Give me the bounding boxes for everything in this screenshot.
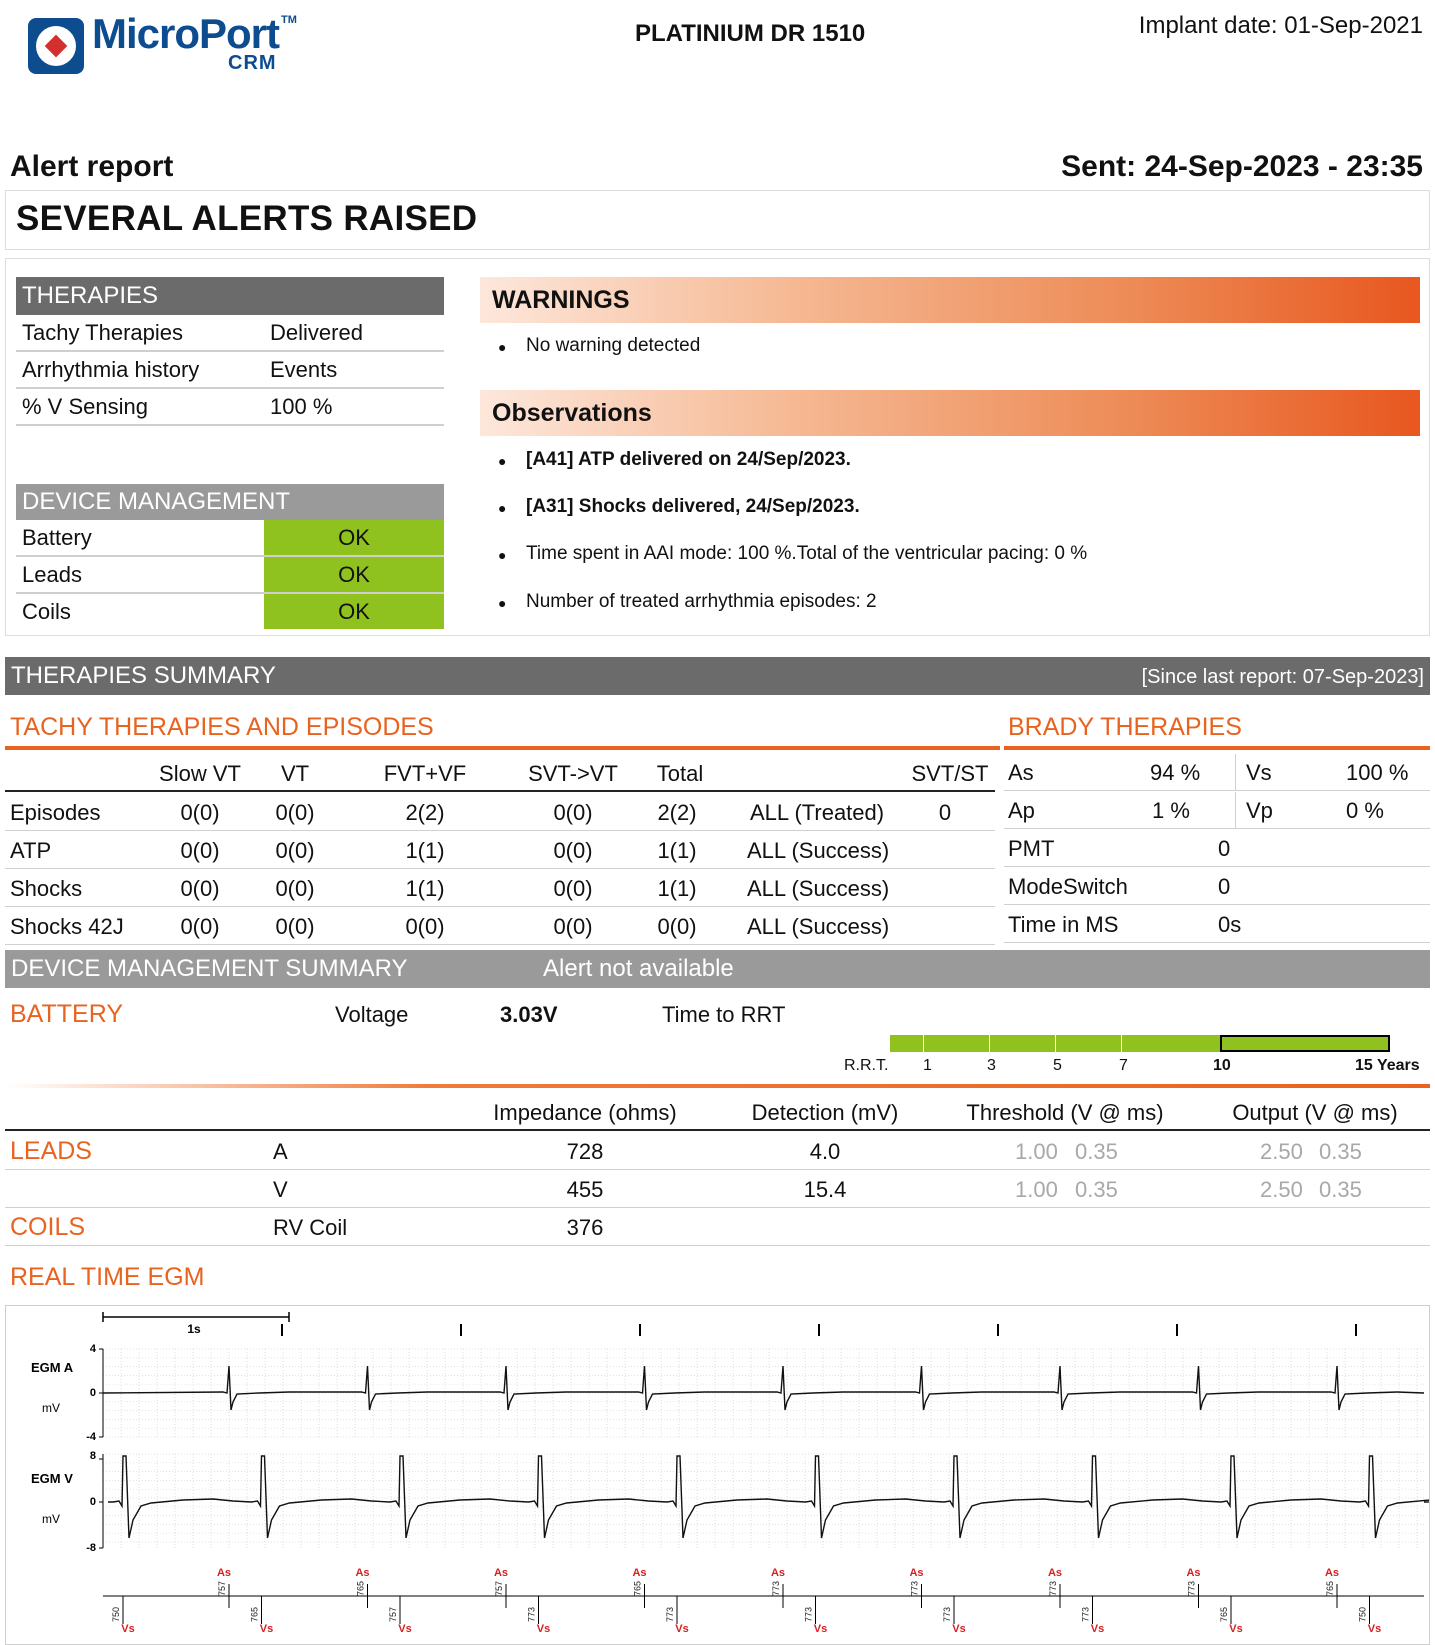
as-interval-label: 765 bbox=[1325, 1580, 1335, 1596]
therapies-value: Events bbox=[270, 357, 338, 382]
lead-threshold-v: 1.00 bbox=[1015, 1177, 1058, 1202]
tachy-note: ALL (Treated) bbox=[750, 800, 885, 825]
device-name: PLATINIUM DR 1510 bbox=[635, 20, 866, 47]
status-badge: OK bbox=[264, 594, 444, 629]
logo-ring bbox=[36, 26, 76, 66]
as-marker-label: As bbox=[216, 1567, 232, 1579]
rrt-label: Time to RRT bbox=[662, 1002, 786, 1027]
tachy-row bbox=[5, 870, 995, 907]
tachy-header: SVT/ST bbox=[911, 761, 989, 786]
observation-text: Number of treated arrhythmia episodes: 2 bbox=[526, 591, 877, 612]
egm-grid bbox=[99, 1349, 1424, 1548]
brady-row bbox=[1004, 868, 1430, 905]
brady-value: 1 % bbox=[1152, 798, 1190, 823]
leads-header: Threshold (V @ ms) bbox=[966, 1100, 1164, 1125]
tachy-cell: 2(2) bbox=[657, 800, 697, 825]
status-badge: OK bbox=[264, 520, 444, 555]
bullet-icon: ● bbox=[498, 595, 507, 611]
brady-label: PMT bbox=[1008, 836, 1055, 861]
lead-impedance: 728 bbox=[566, 1139, 604, 1164]
device-mgmt-row bbox=[16, 557, 444, 594]
logo-trademark: TM bbox=[281, 14, 297, 26]
report-title: Alert report bbox=[10, 150, 174, 183]
tachy-cell: 2(2) bbox=[405, 800, 445, 825]
vs-interval-label: 757 bbox=[388, 1606, 398, 1622]
brady-row bbox=[1004, 906, 1430, 943]
second-ticks bbox=[282, 1324, 1356, 1336]
voltage-label: Voltage bbox=[335, 1002, 409, 1027]
therapies-value: 100 % bbox=[270, 394, 333, 419]
vs-interval-label: 765 bbox=[249, 1606, 260, 1622]
vs-marker-label: Vs bbox=[121, 1623, 135, 1635]
as-marker-label: As bbox=[1324, 1567, 1340, 1579]
logo-star-icon bbox=[45, 35, 68, 58]
tachy-cell: 0(0) bbox=[405, 914, 445, 939]
tachy-cell: 0(0) bbox=[553, 838, 593, 863]
gauge-tick bbox=[923, 1035, 924, 1052]
lead-threshold-ms: 0.35 bbox=[1075, 1177, 1118, 1202]
tachy-note: ALL (Success) bbox=[747, 914, 890, 939]
device-mgmt-label: Battery bbox=[22, 525, 92, 550]
egm-v-trace bbox=[108, 1456, 1429, 1538]
observation-item bbox=[498, 449, 1398, 475]
tachy-row bbox=[5, 832, 995, 869]
lead-row bbox=[5, 1171, 1430, 1208]
therapies-label: % V Sensing bbox=[22, 394, 148, 419]
rrt-scale-tick: 10 bbox=[1213, 1057, 1231, 1074]
tachy-cell: 0(0) bbox=[180, 838, 220, 863]
tachy-divider bbox=[5, 746, 1000, 750]
as-marker-label: As bbox=[493, 1567, 509, 1579]
brady-label: ModeSwitch bbox=[1008, 874, 1128, 899]
bullet-icon: ● bbox=[498, 547, 507, 563]
therapies-title: THERAPIES bbox=[16, 277, 444, 315]
tachy-header: SVT->VT bbox=[528, 761, 618, 786]
tachy-header: FVT+VF bbox=[383, 761, 467, 786]
brady-value: 100 % bbox=[1346, 760, 1409, 785]
vs-marker-label: Vs bbox=[398, 1623, 412, 1635]
brady-value: 0 bbox=[1218, 836, 1231, 861]
device-management-panel bbox=[16, 484, 444, 631]
lead-detection: 15.4 bbox=[803, 1177, 847, 1202]
brady-value: 0 bbox=[1218, 874, 1231, 899]
as-marker-label: As bbox=[1047, 1567, 1063, 1579]
brady-row bbox=[1004, 830, 1430, 867]
observation-text: Time spent in AAI mode: 100 %.Total of the ventricular pacing: 0 % bbox=[526, 543, 1088, 564]
bullet-icon: ● bbox=[498, 453, 507, 469]
tachy-cell: 0(0) bbox=[180, 914, 220, 939]
brady-value: 0s bbox=[1218, 912, 1242, 937]
egm-strip bbox=[6, 1306, 1429, 1644]
vs-interval-label: 765 bbox=[1219, 1606, 1229, 1622]
as-interval-label: 773 bbox=[1186, 1580, 1197, 1596]
therapies-summary-bar bbox=[5, 657, 1430, 695]
tachy-cell: 0(0) bbox=[275, 914, 315, 939]
as-interval-label: 765 bbox=[355, 1580, 366, 1596]
egm-title: REAL TIME EGM bbox=[10, 1263, 205, 1291]
brady-value: 94 % bbox=[1150, 760, 1201, 785]
battery-gauge-frame bbox=[1220, 1035, 1390, 1052]
alert-status: SEVERAL ALERTS RAISED bbox=[16, 199, 478, 238]
leads-header: Output (V @ ms) bbox=[1232, 1100, 1398, 1125]
observation-item bbox=[498, 591, 1398, 617]
gauge-tick bbox=[1055, 1035, 1056, 1052]
lead-chamber: A bbox=[273, 1139, 288, 1164]
device-mgmt-label: Leads bbox=[22, 562, 82, 587]
as-marker-label: As bbox=[909, 1567, 924, 1579]
brady-label: Vs bbox=[1246, 760, 1272, 785]
rrt-scale-label: R.R.T. bbox=[844, 1057, 889, 1074]
as-interval-label: 773 bbox=[771, 1580, 781, 1596]
therapies-label: Arrhythmia history bbox=[22, 357, 200, 382]
rrt-scale-tick: 3 bbox=[987, 1057, 996, 1074]
egm-v-tick: 0 bbox=[89, 1496, 96, 1508]
dm-summary-alert: Alert not available bbox=[543, 955, 734, 982]
tachy-row bbox=[5, 908, 995, 945]
tachy-cell: 0(0) bbox=[275, 876, 315, 901]
leads-title: LEADS bbox=[10, 1137, 92, 1165]
as-marker-label: As bbox=[1186, 1567, 1201, 1579]
dm-summary-bar bbox=[5, 950, 1430, 988]
as-interval-label: 773 bbox=[909, 1580, 920, 1596]
brady-row bbox=[1004, 754, 1430, 791]
as-marker-label: As bbox=[632, 1567, 647, 1579]
therapies-value: Delivered bbox=[270, 320, 363, 345]
tachy-row-label: Episodes bbox=[10, 800, 101, 825]
device-mgmt-row bbox=[16, 520, 444, 557]
tachy-cell: 0(0) bbox=[553, 914, 593, 939]
logo-subtitle: CRM bbox=[228, 52, 277, 74]
tachy-row-label: ATP bbox=[10, 838, 52, 863]
as-interval-label: 757 bbox=[217, 1580, 227, 1596]
brady-divider bbox=[1004, 746, 1430, 750]
tachy-header: Total bbox=[656, 761, 704, 786]
as-marker-label: As bbox=[770, 1567, 786, 1579]
lead-output-ms: 0.35 bbox=[1319, 1177, 1362, 1202]
tachy-cell: 1(1) bbox=[405, 838, 445, 863]
coils-title: COILS bbox=[10, 1213, 86, 1241]
tachy-header: VT bbox=[280, 761, 310, 786]
egm-v-tick: -8 bbox=[86, 1542, 96, 1554]
marker-channel bbox=[103, 1567, 1424, 1635]
tachy-cell: 0(0) bbox=[180, 876, 220, 901]
tachy-header: Slow VT bbox=[159, 761, 241, 786]
warning-text: No warning detected bbox=[526, 335, 701, 356]
brady-label: Time in MS bbox=[1008, 912, 1119, 937]
gauge-tick bbox=[1121, 1035, 1122, 1052]
device-mgmt-label: Coils bbox=[22, 599, 71, 624]
leads-header: Detection (mV) bbox=[751, 1100, 899, 1125]
leads-header: Impedance (ohms) bbox=[493, 1100, 677, 1125]
tachy-row-label: Shocks 42J bbox=[10, 914, 124, 939]
vs-marker-label: Vs bbox=[1367, 1623, 1382, 1635]
tachy-cell: 0(0) bbox=[275, 800, 315, 825]
therapies-row bbox=[16, 389, 444, 426]
rrt-scale-tick: 7 bbox=[1119, 1057, 1128, 1074]
vs-interval-label: 750 bbox=[1357, 1606, 1368, 1622]
egm-v-unit: mV bbox=[42, 1512, 60, 1526]
lead-output-v: 2.50 bbox=[1260, 1177, 1303, 1202]
rrt-scale-tick: 1 bbox=[923, 1057, 932, 1074]
observations-title: Observations bbox=[480, 390, 1420, 436]
observation-item bbox=[498, 496, 1398, 522]
brady-title: BRADY THERAPIES bbox=[1008, 713, 1242, 741]
dm-summary-title: DEVICE MANAGEMENT SUMMARY bbox=[11, 955, 408, 982]
vs-interval-label: 773 bbox=[1080, 1606, 1091, 1622]
vs-interval-label: 773 bbox=[665, 1606, 675, 1622]
tachy-svt: 0 bbox=[938, 800, 952, 825]
egm-v-tick: 8 bbox=[89, 1450, 96, 1462]
tachy-header-row bbox=[5, 755, 995, 792]
vs-interval-label: 773 bbox=[942, 1606, 952, 1622]
lead-output-ms: 0.35 bbox=[1319, 1139, 1362, 1164]
vs-marker-label: Vs bbox=[675, 1623, 689, 1635]
tachy-row-label: Shocks bbox=[10, 876, 83, 901]
lead-threshold-v: 1.00 bbox=[1015, 1139, 1058, 1164]
time-scale-bar bbox=[103, 1312, 289, 1336]
battery-gauge bbox=[890, 1035, 1390, 1052]
therapies-row bbox=[16, 315, 444, 352]
tachy-note: ALL (Success) bbox=[747, 876, 890, 901]
egm-a-label: EGM A bbox=[31, 1360, 74, 1375]
tachy-row bbox=[5, 794, 995, 831]
vs-marker-label: Vs bbox=[536, 1623, 551, 1635]
therapies-panel bbox=[16, 277, 444, 426]
therapies-row bbox=[16, 352, 444, 389]
tachy-title: TACHY THERAPIES AND EPISODES bbox=[10, 713, 434, 741]
egm-v-label: EGM V bbox=[31, 1471, 73, 1486]
therapies-label: Tachy Therapies bbox=[22, 320, 184, 345]
tachy-cell: 1(1) bbox=[657, 876, 697, 901]
brady-col-divider bbox=[1235, 792, 1236, 829]
logo-badge bbox=[28, 18, 84, 74]
as-interval-label: 757 bbox=[494, 1580, 504, 1596]
lead-output-v: 2.50 bbox=[1260, 1139, 1303, 1164]
tachy-cell: 0(0) bbox=[553, 876, 593, 901]
alert-status-box bbox=[5, 190, 1430, 250]
vs-marker-label: Vs bbox=[952, 1623, 966, 1635]
egm-a-tick: 0 bbox=[89, 1387, 96, 1399]
sent-date: Sent: 24-Sep-2023 - 23:35 bbox=[1061, 150, 1423, 183]
brady-label: Vp bbox=[1246, 798, 1273, 823]
tachy-note: ALL (Success) bbox=[747, 838, 890, 863]
device-management-title: DEVICE MANAGEMENT bbox=[16, 484, 444, 520]
leads-header-row bbox=[5, 1094, 1430, 1131]
vs-marker-label: Vs bbox=[813, 1623, 828, 1635]
coil-impedance: 376 bbox=[566, 1215, 604, 1240]
warnings-title: WARNINGS bbox=[480, 277, 1420, 323]
vs-interval-label: 773 bbox=[803, 1606, 814, 1622]
lead-detection: 4.0 bbox=[809, 1139, 841, 1164]
brady-value: 0 % bbox=[1346, 798, 1384, 823]
tachy-cell: 0(0) bbox=[657, 914, 697, 939]
tachy-cell: 1(1) bbox=[657, 838, 697, 863]
egm-panel bbox=[5, 1305, 1430, 1645]
tachy-cell: 1(1) bbox=[405, 876, 445, 901]
lead-impedance: 455 bbox=[566, 1177, 604, 1202]
rrt-scale-end: 15 Years bbox=[1355, 1057, 1420, 1074]
status-badge: OK bbox=[264, 557, 444, 592]
as-interval-label: 773 bbox=[1048, 1580, 1058, 1596]
vs-marker-label: Vs bbox=[1090, 1623, 1105, 1635]
tachy-cell: 0(0) bbox=[553, 800, 593, 825]
warning-item bbox=[498, 335, 1398, 361]
bullet-icon: ● bbox=[498, 339, 507, 355]
implant-date: Implant date: 01-Sep-2021 bbox=[1138, 12, 1423, 39]
tachy-cell: 0(0) bbox=[275, 838, 315, 863]
gauge-tick bbox=[989, 1035, 990, 1052]
voltage-value: 3.03V bbox=[500, 1002, 558, 1027]
brady-row bbox=[1004, 792, 1430, 829]
egm-a-unit: mV bbox=[42, 1401, 60, 1415]
brady-label: As bbox=[1008, 760, 1034, 785]
bullet-icon: ● bbox=[498, 500, 507, 516]
brady-col-divider bbox=[1235, 754, 1236, 791]
coil-name: RV Coil bbox=[273, 1215, 348, 1240]
device-mgmt-row bbox=[16, 594, 444, 631]
as-interval-label: 765 bbox=[632, 1580, 643, 1596]
battery-divider bbox=[5, 1084, 1430, 1088]
observation-item bbox=[498, 543, 1398, 569]
scale-bar-label: 1s bbox=[187, 1322, 201, 1336]
logo-text: MicroPort bbox=[92, 10, 280, 57]
vs-marker-label: Vs bbox=[259, 1623, 274, 1635]
observation-text: [A31] Shocks delivered, 24/Sep/2023. bbox=[526, 496, 860, 517]
vs-interval-label: 773 bbox=[526, 1606, 537, 1622]
battery-title: BATTERY bbox=[10, 1000, 123, 1028]
lead-threshold-ms: 0.35 bbox=[1075, 1139, 1118, 1164]
therapies-summary-title: THERAPIES SUMMARY bbox=[11, 662, 276, 689]
vs-marker-label: Vs bbox=[1229, 1623, 1243, 1635]
lead-chamber: V bbox=[273, 1177, 288, 1202]
brady-label: Ap bbox=[1008, 798, 1035, 823]
egm-a-tick: 4 bbox=[89, 1343, 96, 1355]
since-last-report: [Since last report: 07-Sep-2023] bbox=[1141, 666, 1424, 688]
vs-interval-label: 750 bbox=[111, 1606, 121, 1622]
observation-text: [A41] ATP delivered on 24/Sep/2023. bbox=[526, 449, 851, 470]
egm-a-tick: -4 bbox=[86, 1431, 96, 1443]
rrt-scale-tick: 5 bbox=[1053, 1057, 1062, 1074]
tachy-cell: 0(0) bbox=[180, 800, 220, 825]
lead-row bbox=[5, 1133, 1430, 1170]
as-marker-label: As bbox=[355, 1567, 370, 1579]
coil-row bbox=[5, 1209, 1430, 1246]
